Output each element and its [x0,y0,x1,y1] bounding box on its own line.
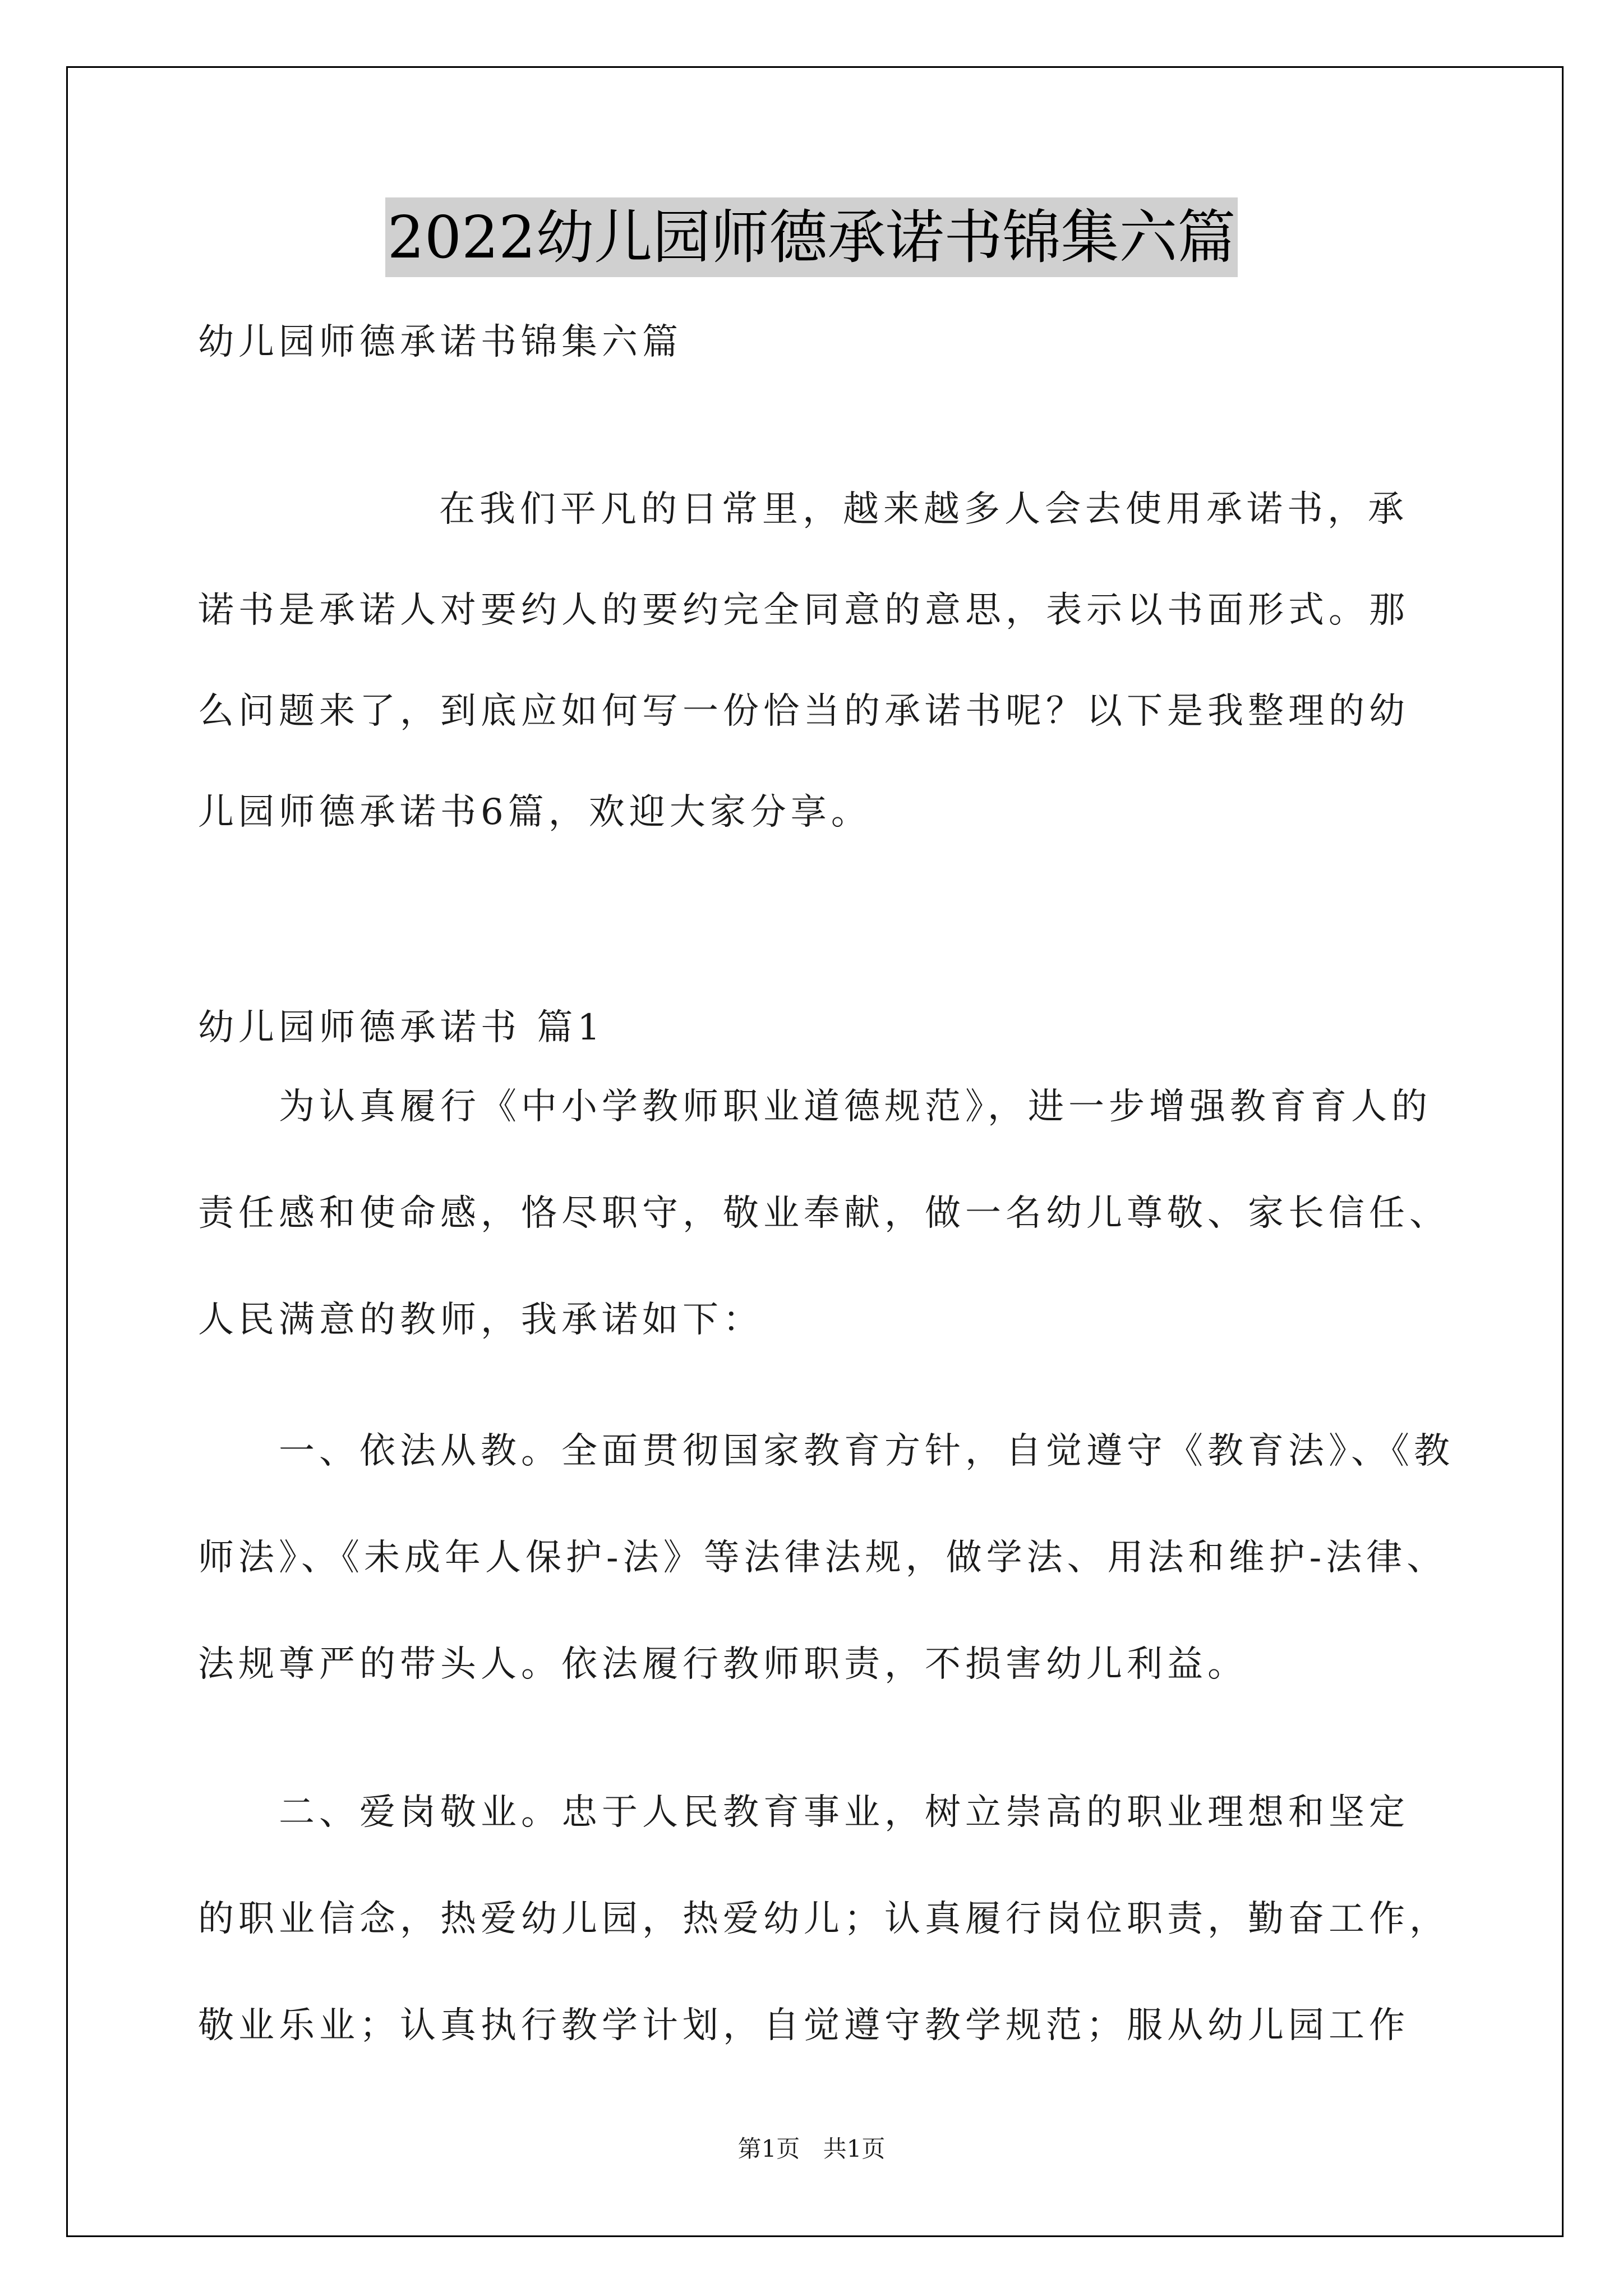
intro-line: 在我们平凡的日常里，越来越多人会去使用承诺书，承 [439,489,1408,530]
paragraph-line: 敬业乐业；认真执行教学计划，自觉遵守教学规范；服从幼儿园工作 [198,2005,1409,2046]
paragraph-line: 二、爱岗敬业。忠于人民教育事业，树立崇高的职业理想和坚定 [279,1792,1409,1833]
paragraph-line: 一、依法从教。全面贯彻国家教育方针，自觉遵守《教育法》、《教 [279,1430,1454,1472]
paragraph-line: 的职业信念，热爱幼儿园，热爱幼儿；认真履行岗位职责，勤奋工作， [198,1898,1450,1940]
intro-line: 么问题来了，到底应如何写一份恰当的承诺书呢？以下是我整理的幼 [198,691,1409,732]
paragraph-line: 法规尊严的带头人。依法履行教师职责，不损害幼儿利益。 [198,1644,1248,1685]
paragraph-line: 人民满意的教师，我承诺如下： [198,1299,763,1341]
title-container [0,197,1623,277]
paragraph-line: 为认真履行《中小学教师职业道德规范》，进一步增强教育育人的 [279,1086,1432,1128]
intro-line: 诺书是承诺人对要约人的要约完全同意的意思，表示以书面形式。那 [198,590,1409,631]
paragraph-3 [198,1759,1499,2079]
page-footer [0,2131,1623,2164]
intro-line: 儿园师德承诺书6篇，欢迎大家分享。 [198,792,872,833]
document-title: 2022幼儿园师德承诺书锦集六篇 [385,197,1238,277]
paragraph-line: 师法》、《未成年人保护-法》等法律法规，做学法、用法和维护-法律、 [198,1537,1447,1579]
paragraph-line: 责任感和使命感，恪尽职守，敬业奉献，做一名幼儿尊敬、家长信任、 [198,1193,1450,1234]
page-number-total: 共1页 [823,2135,886,2162]
paragraph-1 [198,1053,1499,1373]
intro-paragraph [198,459,1499,863]
page-number-current: 第1页 [737,2135,800,2162]
section-heading: 幼儿园师德承诺书 篇1 [198,1007,605,1048]
paragraph-2 [198,1398,1499,1718]
document-subtitle: 幼儿园师德承诺书锦集六篇 [198,321,683,363]
